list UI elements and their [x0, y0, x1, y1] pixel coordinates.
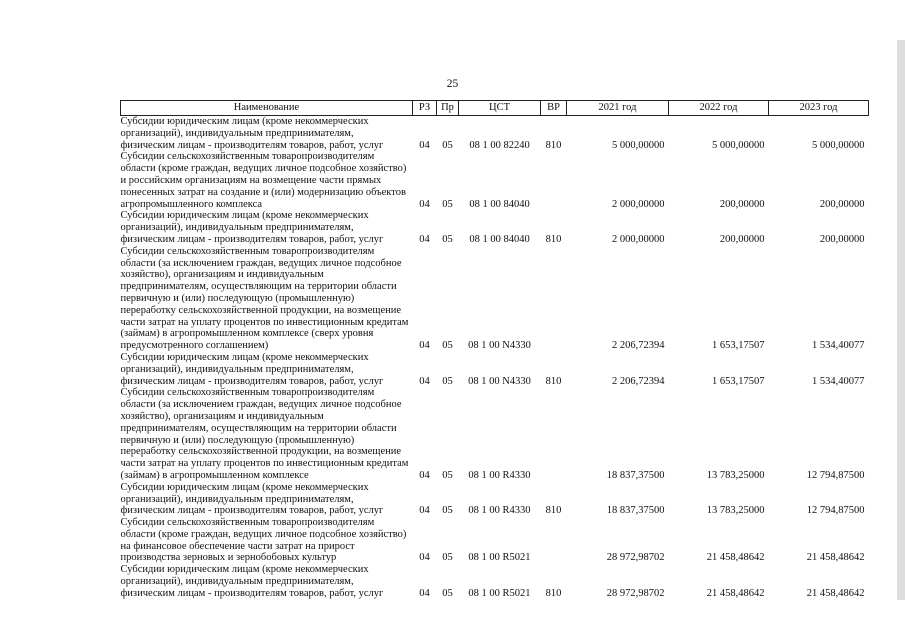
- row-vr: 810: [545, 233, 562, 245]
- row-vr: 810: [545, 139, 562, 151]
- table-row: [121, 517, 869, 564]
- row-vr: 810: [545, 587, 562, 599]
- row-name: Субсидии юридическим лицам (кроме некоммерческих организаций), индивидуальным предпринимателям, физическим лицам - производителям товаров, работ, услуг: [120, 116, 384, 151]
- header-2021: 2021 год: [567, 101, 669, 116]
- row-pr: 05: [442, 469, 453, 481]
- row-pr: 05: [442, 587, 453, 599]
- budget-table: [120, 100, 869, 600]
- table-row: [121, 352, 869, 387]
- row-rz: 04: [419, 340, 430, 352]
- row-vr: 810: [545, 375, 562, 387]
- row-2023: 12 794,87500: [806, 505, 865, 517]
- row-vr: [541, 246, 567, 352]
- row-2022: 200,00000: [719, 233, 765, 245]
- row-2023: 200,00000: [819, 198, 865, 210]
- page-number: 25: [446, 78, 459, 90]
- row-pr: 05: [442, 375, 453, 387]
- header-2023: 2023 год: [769, 101, 869, 116]
- row-2021: 5 000,00000: [612, 139, 665, 151]
- table-row: [121, 151, 869, 210]
- row-2022: 13 783,25000: [706, 505, 765, 517]
- row-name: Субсидии сельскохозяйственным товаропроизводителям области (за исключением граждан, ведущих личное подсобное хозяйство), организациям и индивидуальным предпринимателям, осуществляющим на территории области первичную и (или) последующую (промышленную) переработку сельскохозяйственной продукции, на возмещение части затрат на уплату процентов по инвестиционным кредитам (займам) в агропромышленном комплексе (сверх уровня предусмотренного соглашением): [120, 245, 409, 352]
- row-2022: 5 000,00000: [712, 139, 765, 151]
- row-cst: 08 1 00 N4330: [468, 340, 531, 352]
- header-2022: 2022 год: [669, 101, 769, 116]
- header-cst: ЦСТ: [459, 101, 541, 116]
- row-vr: [541, 151, 567, 210]
- row-rz: 04: [419, 552, 430, 564]
- row-rz: 04: [419, 198, 430, 210]
- table-row: [121, 482, 869, 517]
- header-rz: РЗ: [413, 101, 437, 116]
- row-rz: 04: [419, 233, 430, 245]
- table-row: [121, 564, 869, 599]
- row-name: Субсидии юридическим лицам (кроме некоммерческих организаций), индивидуальным предпринимателям, физическим лицам - производителям товаров, работ, услуг: [120, 351, 384, 387]
- row-2022: 21 458,48642: [706, 552, 765, 564]
- row-name: Субсидии юридическим лицам (кроме некоммерческих организаций), индивидуальным предпринимателям, физическим лицам - производителям товаров, работ, услуг: [120, 210, 384, 245]
- row-cst: 08 1 00 84040: [469, 198, 530, 210]
- table-header-row: [121, 101, 869, 116]
- row-rz: 04: [419, 505, 430, 517]
- table-body: [121, 116, 869, 600]
- row-2023: 5 000,00000: [812, 139, 865, 151]
- row-2021: 2 206,72394: [612, 340, 665, 352]
- row-2022: 1 653,17507: [712, 375, 765, 387]
- row-cst: 08 1 00 82240: [469, 139, 530, 151]
- row-2021: 2 000,00000: [612, 198, 665, 210]
- table-row: [121, 387, 869, 481]
- row-pr: 05: [442, 198, 453, 210]
- row-name: Субсидии сельскохозяйственным товаропроизводителям области (за исключением граждан, ведущих личное подсобное хозяйство), организациям и индивидуальным предпринимателям, осуществляющим на территории области первичную и (или) последующую (промышленную) переработку сельскохозяйственной продукции, на возмещение части затрат на уплату процентов по инвестиционным кредитам (займам) в агропромышленном комплексе: [120, 387, 409, 481]
- row-pr: 05: [442, 233, 453, 245]
- row-name: Субсидии сельскохозяйственным товаропроизводителям области (кроме граждан, ведущих личное подсобное хозяйство) на финансовое обеспечение части затрат на прирост производства зерновых и зернобобовых культур: [120, 517, 407, 564]
- row-2023: 1 534,40077: [812, 340, 865, 352]
- row-2021: 18 837,37500: [606, 469, 665, 481]
- row-2021: 28 972,98702: [606, 587, 665, 599]
- header-name: Наименование: [121, 101, 413, 116]
- row-name: Субсидии юридическим лицам (кроме некоммерческих организаций), индивидуальным предпринимателям, физическим лицам - производителям товаров, работ, услуг: [120, 564, 384, 599]
- row-2023: 12 794,87500: [806, 469, 865, 481]
- table-row: [121, 246, 869, 352]
- row-vr: [541, 517, 567, 564]
- row-cst: 08 1 00 R4330: [468, 505, 531, 517]
- row-vr: 810: [545, 505, 562, 517]
- row-2021: 2 000,00000: [612, 233, 665, 245]
- row-rz: 04: [419, 375, 430, 387]
- row-2022: 13 783,25000: [706, 469, 765, 481]
- row-2022: 200,00000: [719, 198, 765, 210]
- row-2023: 1 534,40077: [812, 375, 865, 387]
- row-pr: 05: [442, 505, 453, 517]
- row-cst: 08 1 00 R4330: [468, 469, 531, 481]
- row-cst: 08 1 00 R5021: [468, 587, 531, 599]
- row-2022: 21 458,48642: [706, 587, 765, 599]
- row-vr: [541, 387, 567, 481]
- row-rz: 04: [419, 139, 430, 151]
- row-pr: 05: [442, 340, 453, 352]
- row-2021: 2 206,72394: [612, 375, 665, 387]
- row-cst: 08 1 00 84040: [469, 233, 530, 245]
- row-pr: 05: [442, 139, 453, 151]
- header-vr: ВР: [541, 101, 567, 116]
- row-rz: 04: [419, 587, 430, 599]
- row-2023: 200,00000: [819, 233, 865, 245]
- header-pr: Пр: [437, 101, 459, 116]
- row-cst: 08 1 00 R5021: [468, 552, 531, 564]
- row-2023: 21 458,48642: [806, 552, 865, 564]
- row-2021: 18 837,37500: [606, 505, 665, 517]
- row-name: Субсидии юридическим лицам (кроме некоммерческих организаций), индивидуальным предпринимателям, физическим лицам - производителям товаров, работ, услуг: [120, 481, 384, 517]
- row-2021: 28 972,98702: [606, 552, 665, 564]
- row-rz: 04: [419, 469, 430, 481]
- row-cst: 08 1 00 N4330: [468, 375, 531, 387]
- scan-edge-artifact: [897, 40, 905, 600]
- row-name: Субсидии сельскохозяйственным товаропроизводителям области (кроме граждан, ведущих личное подсобное хозяйство) и российским организациям на возмещение части прямых понесенных затрат на создание и (или) модернизацию объектов агропромышленного комплекса: [120, 151, 407, 210]
- table-row: [121, 116, 869, 152]
- row-2023: 21 458,48642: [806, 587, 865, 599]
- row-pr: 05: [442, 552, 453, 564]
- row-2022: 1 653,17507: [712, 340, 765, 352]
- table-row: [121, 210, 869, 245]
